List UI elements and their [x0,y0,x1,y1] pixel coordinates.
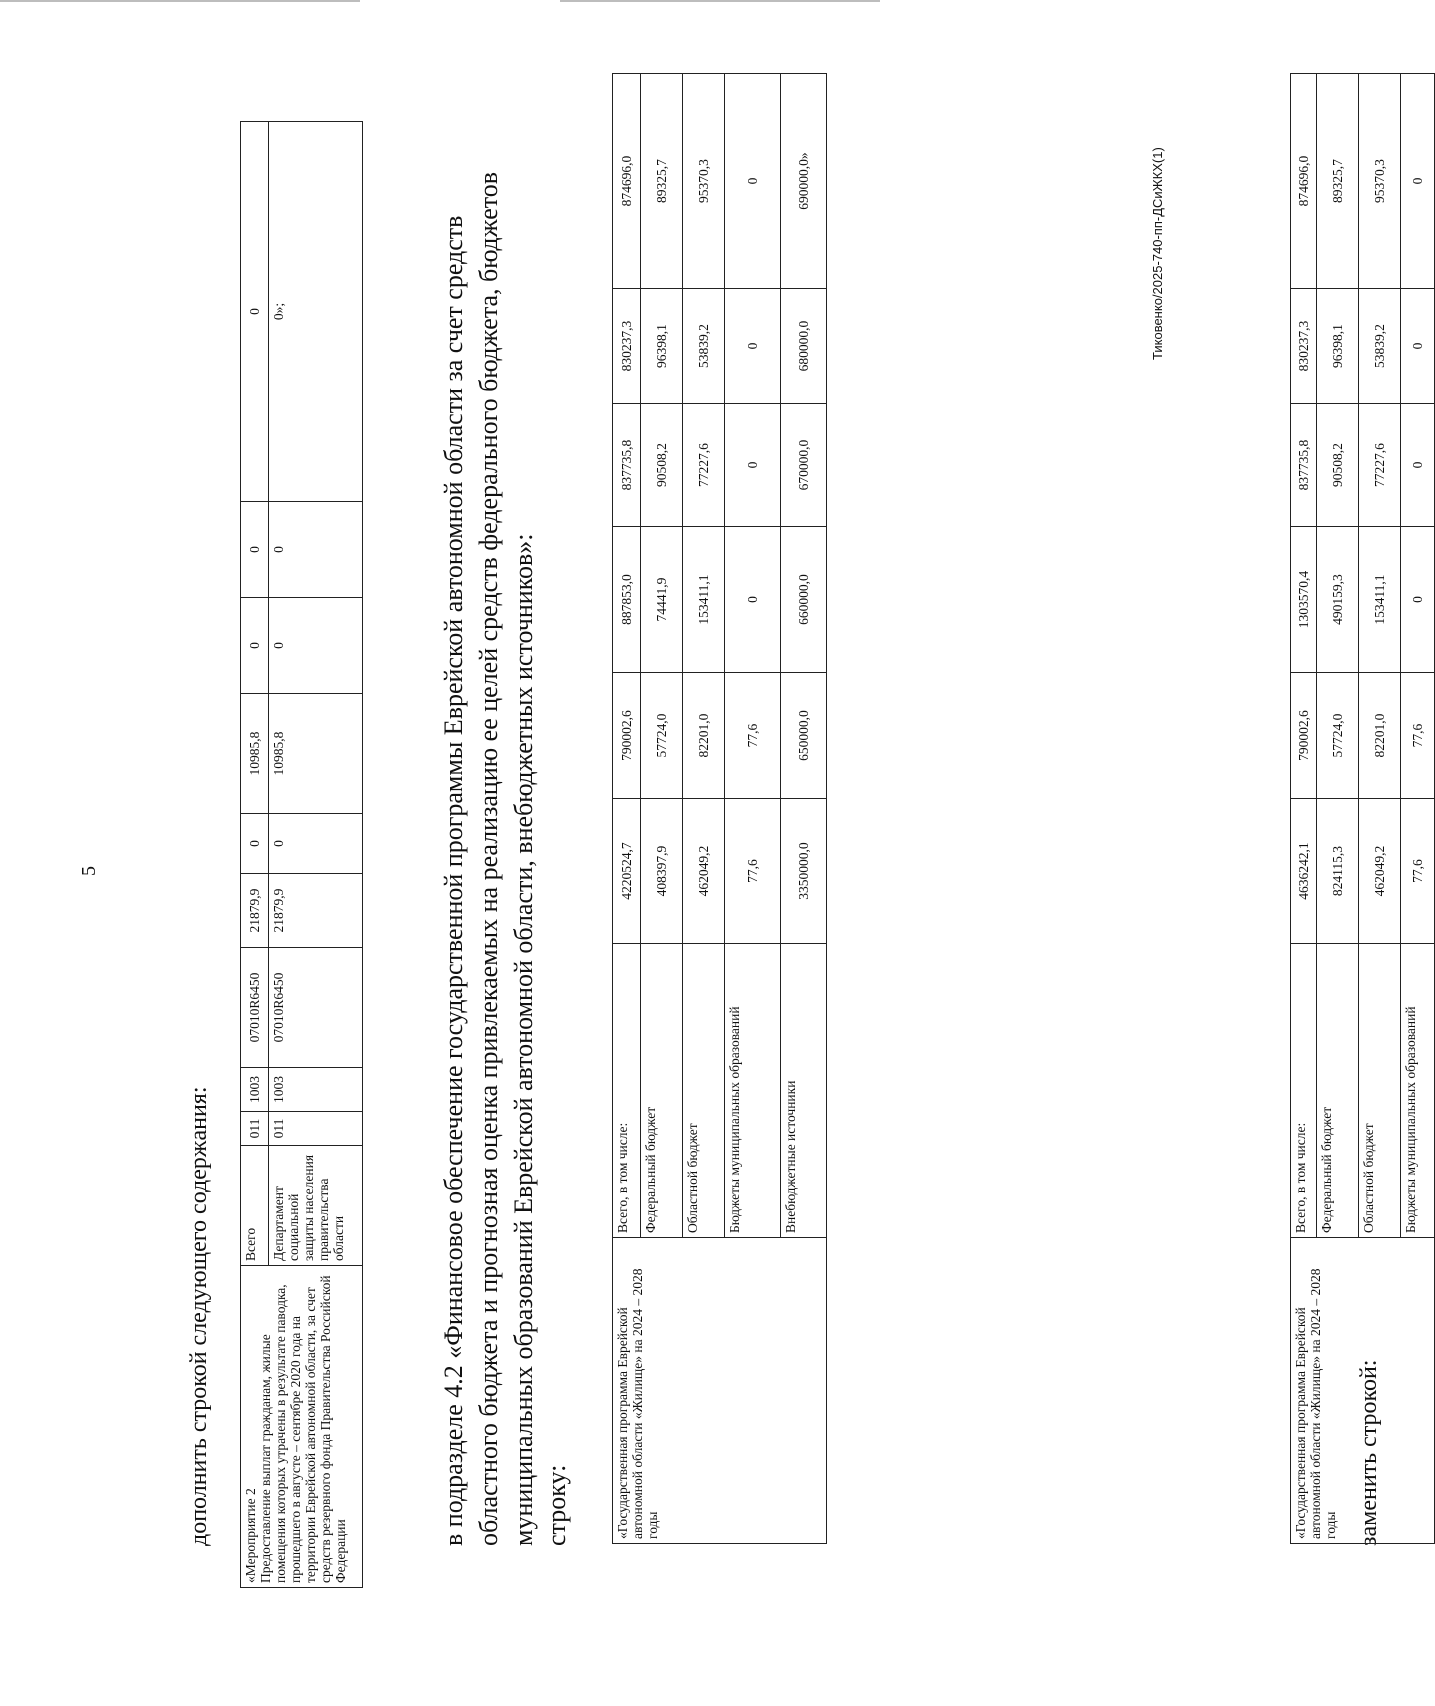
value-cell: 96398,1 [641,289,683,404]
value-cell: 874696,0 [613,74,641,289]
value-cell: 57724,0 [641,673,683,799]
value-cell: 96398,1 [1317,289,1359,404]
value-cell: 660000,0 [781,527,827,673]
event-name-line: средств резервного фонда Правительства Российской [318,1275,333,1583]
value-cell: 670000,0 [781,404,827,527]
table-event-2 [240,121,363,1588]
value-cell: 462049,2 [683,799,725,944]
event-name-line: помещения которых утрачены в результате паводка, [273,1284,288,1583]
value-cell: 408397,9 [641,799,683,944]
event-name-cell [241,1266,363,1588]
value-cell: 77,6 [725,799,781,944]
value-cell: 82201,0 [1359,673,1401,799]
value-cell: 89325,7 [641,74,683,289]
rzpr-cell: 1003 [241,1068,269,1112]
value-cell: 90508,2 [641,404,683,527]
source-cell: Внебюджетные источники [781,944,827,1238]
event-name-line: прошедшего в августе – сентябре 2020 года на [288,1316,303,1583]
value-cell: 490159,3 [1317,527,1359,673]
executor-cell: Департамент социальной защиты населения правительства области [269,1146,363,1266]
value-cell: 0 [1401,527,1435,673]
value-cell: 837735,8 [613,404,641,527]
value-cell: 74441,9 [641,527,683,673]
grbs-cell: 011 [269,1112,363,1146]
value-cell: 680000,0 [781,289,827,404]
value-cell: 10985,8 [241,694,269,814]
value-cell: 790002,6 [1291,673,1317,799]
source-cell: Федеральный бюджет [1317,944,1359,1238]
value-cell: 0»; [269,122,363,502]
executor-cell: Всего [241,1146,269,1266]
value-cell: 153411,1 [683,527,725,673]
value-cell: 0 [241,122,269,502]
rzpr-cell: 1003 [269,1068,363,1112]
value-cell: 153411,1 [1359,527,1401,673]
value-cell: 95370,3 [683,74,725,289]
replace-text: заменить строкой: [1356,1359,1382,1546]
event-name-line: Предоставление выплат гражданам, жилые [258,1334,273,1583]
page-number: 5 [78,866,100,876]
program-name-cell: «Государственная программа Еврейской автономной области «Жилище» на 2024 – 2028 годы [1291,1238,1435,1544]
table-program-old [612,73,827,1544]
table-row [613,74,641,1544]
value-cell: 21879,9 [269,874,363,948]
source-cell: Всего, в том числе: [613,944,641,1238]
value-cell: 77,6 [725,673,781,799]
value-cell: 824115,3 [1317,799,1359,944]
event-name-line: территории Еврейской автономной области, за счет [303,1287,318,1583]
table-program-new [1290,73,1435,1544]
value-cell: 0 [725,527,781,673]
value-cell: 77,6 [1401,673,1435,799]
value-cell: 1303570,4 [1291,527,1317,673]
source-cell: Всего, в том числе: [1291,944,1317,1238]
value-cell: 887853,0 [613,527,641,673]
value-cell: 830237,3 [1291,289,1317,404]
value-cell: 4220524,7 [613,799,641,944]
table-row [1291,74,1317,1544]
grbs-cell: 011 [241,1112,269,1146]
source-cell: Федеральный бюджет [641,944,683,1238]
value-cell: 830237,3 [613,289,641,404]
value-cell: 57724,0 [1317,673,1359,799]
value-cell: 0 [725,74,781,289]
paragraph-continuation: строку: [542,1464,571,1546]
source-cell: Бюджеты муниципальных образований [1401,944,1435,1238]
event-name-line: Федерации [333,1519,348,1583]
csr-cell: 07010R6450 [241,948,269,1068]
value-cell: 0 [725,289,781,404]
source-cell: Областной бюджет [1359,944,1401,1238]
value-cell: 82201,0 [683,673,725,799]
value-cell: 0 [269,598,363,694]
intro-text: дополнить строкой следующего содержания: [186,1086,212,1546]
value-cell: 95370,3 [1359,74,1401,289]
section-paragraph: в подразделе 4.2 «Финансовое обеспечение государственной программы Еврейской автономной области за счет средств областного бюджета и прогнозная оценка привлекаемых на реализацию ее целей средств федерального бюджета, бюджетов муниципальных образований Еврейской автономной области, внебюджетных источников»: [439,171,538,1546]
value-cell: 53839,2 [1359,289,1401,404]
value-cell: 77227,6 [683,404,725,527]
value-cell: 89325,7 [1317,74,1359,289]
value-cell: 0 [725,404,781,527]
value-cell: 90508,2 [1317,404,1359,527]
value-cell: 790002,6 [613,673,641,799]
value-cell: 3350000,0 [781,799,827,944]
value-cell: 462049,2 [1359,799,1401,944]
value-cell: 837735,8 [1291,404,1317,527]
value-cell: 21879,9 [241,874,269,948]
value-cell: 0 [269,814,363,874]
value-cell: 77,6 [1401,799,1435,944]
document-footer: Тиковенко/2025-740-пп-ДСиЖКХ(1) [1150,147,1165,360]
value-cell: 650000,0 [781,673,827,799]
program-name-cell: «Государственная программа Еврейской автономной области «Жилище» на 2024 – 2028 годы [613,1238,827,1544]
source-cell: Бюджеты муниципальных образований [725,944,781,1238]
source-cell: Областной бюджет [683,944,725,1238]
value-cell: 77227,6 [1359,404,1401,527]
value-cell: 0 [1401,74,1435,289]
event-name-line: «Мероприятие 2 [243,1488,258,1583]
value-cell: 0 [1401,404,1435,527]
table-row [241,122,269,1588]
value-cell: 4636242,1 [1291,799,1317,944]
value-cell: 690000,0» [781,74,827,289]
value-cell: 53839,2 [683,289,725,404]
value-cell: 0 [241,502,269,598]
value-cell: 10985,8 [269,694,363,814]
csr-cell: 07010R6450 [269,948,363,1068]
value-cell: 0 [1401,289,1435,404]
value-cell: 0 [269,502,363,598]
value-cell: 0 [241,598,269,694]
value-cell: 0 [241,814,269,874]
value-cell: 874696,0 [1291,74,1317,289]
